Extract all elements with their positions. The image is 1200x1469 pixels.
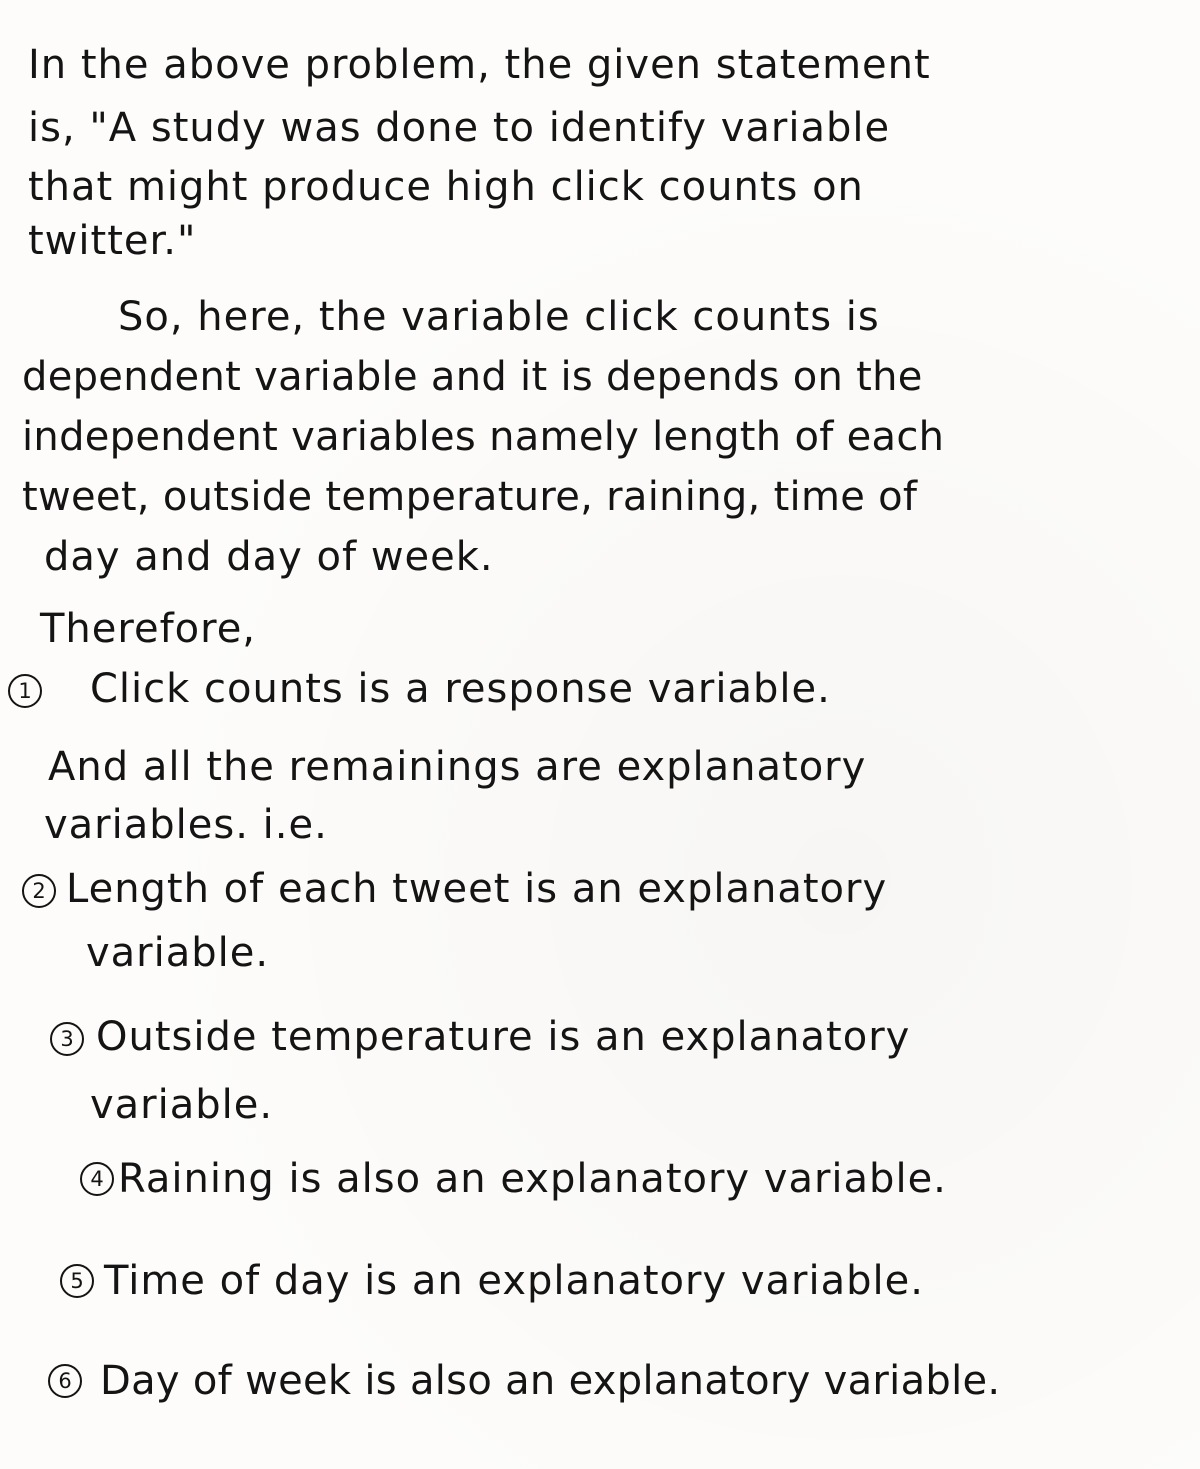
item-3-continuation: variable. [90, 1082, 274, 1128]
item-6-text: Day of week is also an explanatory variable. [100, 1358, 1001, 1404]
number-circle-6: 6 [48, 1364, 82, 1398]
number-circle-1: 1 [8, 674, 42, 708]
number-circle-3: 3 [50, 1022, 84, 1056]
item-4-text: Raining is also an explanatory variable. [118, 1156, 947, 1202]
text-line-2: is, "A study was done to identify variable [28, 105, 891, 151]
text-line-1: In the above problem, the given statement [28, 42, 931, 88]
item-1-continuation-1: And all the remainings are explanatory [48, 744, 867, 790]
text-line-8: tweet, outside temperature, raining, time of [22, 474, 918, 520]
text-line-9: day and day of week. [44, 534, 494, 580]
text-line-7: independent variables namely length of each [22, 414, 945, 460]
text-line-3: that might produce high click counts on [28, 164, 864, 210]
number-circle-5: 5 [60, 1264, 94, 1298]
text-line-4: twitter." [28, 218, 197, 264]
item-2-text: Length of each tweet is an explanatory [66, 866, 888, 912]
text-line-10: Therefore, [40, 606, 257, 652]
item-3-text: Outside temperature is an explanatory [96, 1014, 911, 1060]
number-circle-4: 4 [80, 1162, 114, 1196]
item-2-continuation: variable. [86, 930, 270, 976]
text-line-5: So, here, the variable click counts is [118, 294, 880, 340]
item-5-text: Time of day is an explanatory variable. [104, 1258, 924, 1304]
number-circle-2: 2 [22, 874, 56, 908]
item-1-text: Click counts is a response variable. [90, 666, 831, 712]
text-line-6: dependent variable and it is depends on the [22, 354, 923, 400]
item-1-continuation-2: variables. i.e. [44, 802, 328, 848]
